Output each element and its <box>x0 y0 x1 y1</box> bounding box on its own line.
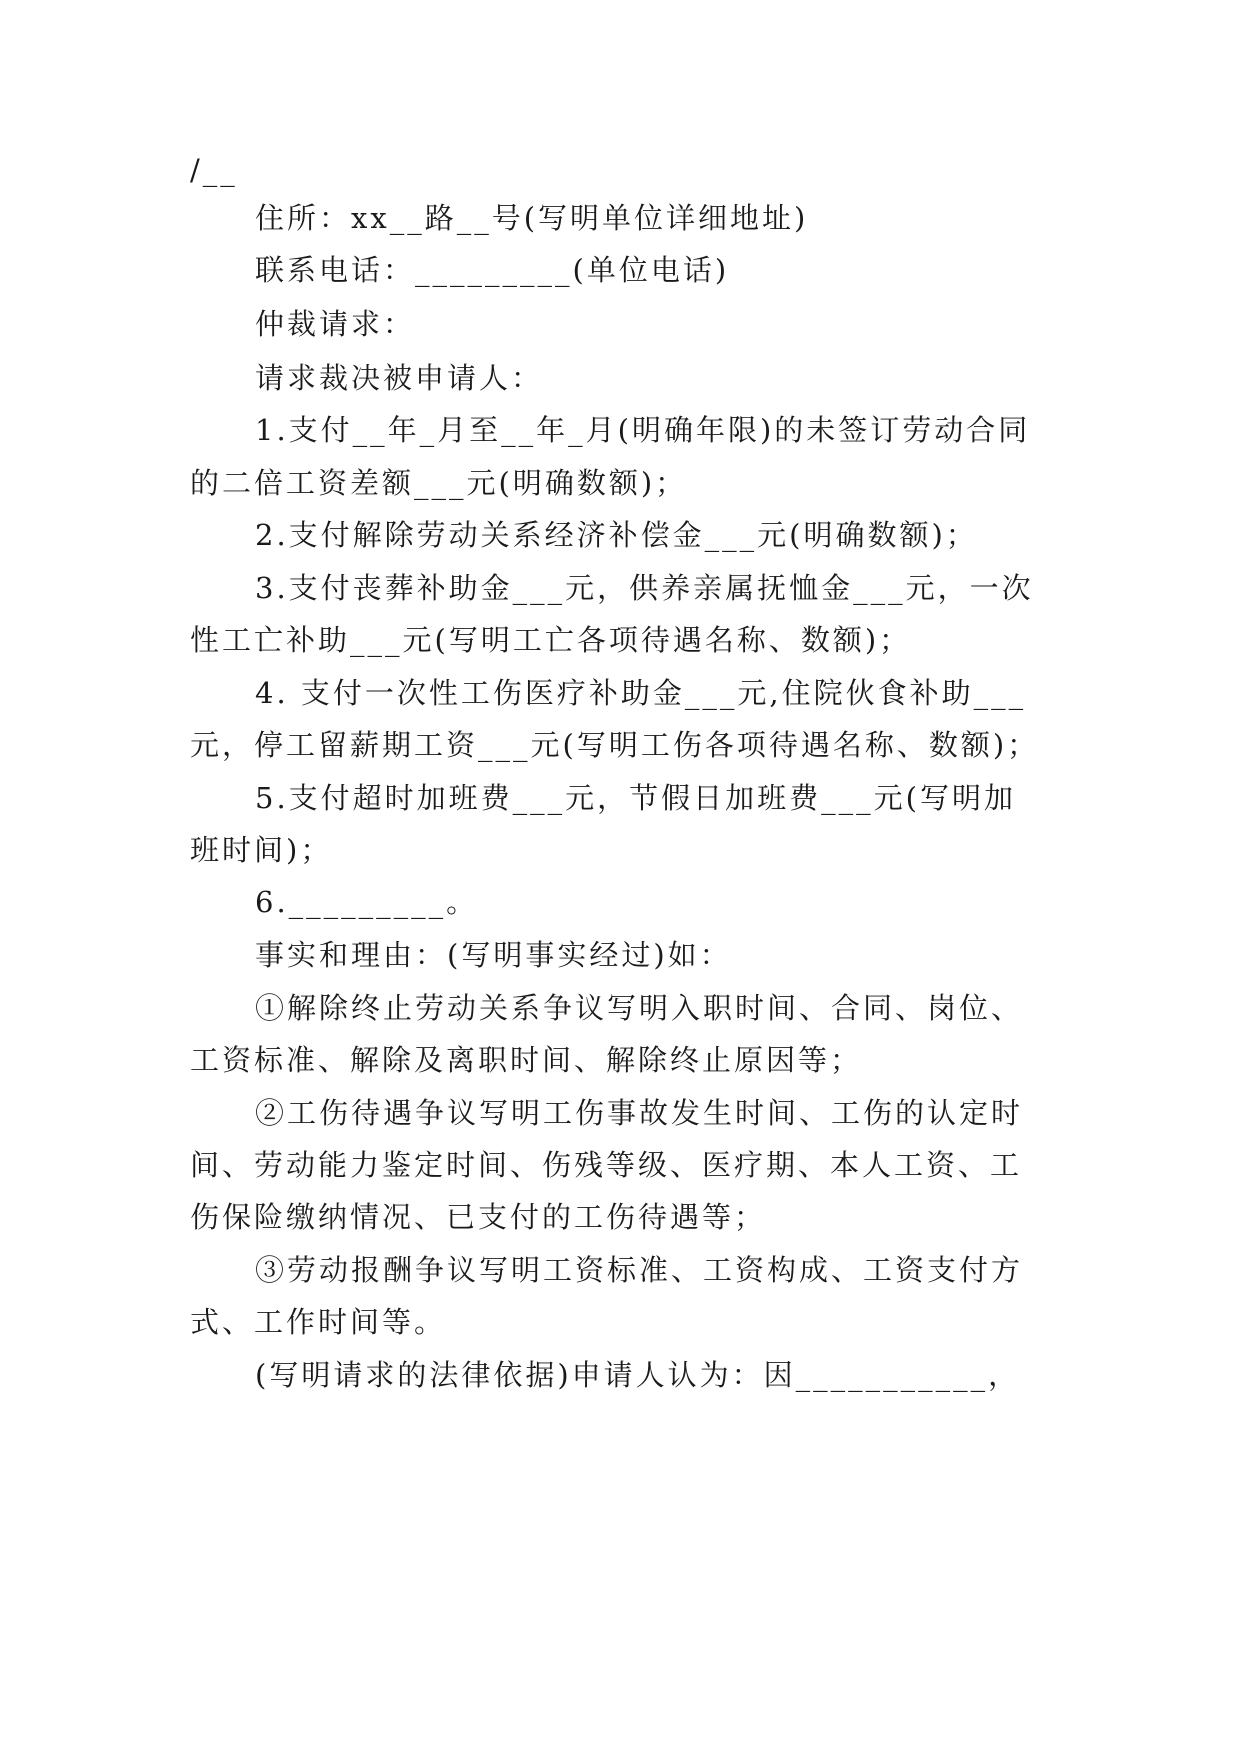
text-line-dispute-2-cont: 间、劳动能力鉴定时间、伤残等级、医疗期、本人工资、工 <box>190 1148 1023 1182</box>
text-line-dispute-2-cont-2: 伤保险缴纳情况、已支付的工伤待遇等； <box>190 1200 767 1234</box>
text-line-fragment: /__ <box>190 153 238 187</box>
text-line-item-1: 1.支付__年_月至__年_月(明确年限)的未签订劳动合同 <box>255 413 1031 447</box>
heading-arbitration-request: 仲裁请求： <box>255 307 416 341</box>
text-line-item-3-cont: 性工亡补助___元(写明工亡各项待遇名称、数额)； <box>190 623 912 657</box>
text-line-item-1-cont: 的二倍工资差额___元(明确数额)； <box>190 466 688 500</box>
text-line-item-5-cont: 班时间)； <box>190 833 333 867</box>
text-line-dispute-3: ③劳动报酬争议写明工资标准、工资构成、工资支付方 <box>255 1253 1024 1287</box>
text-line-phone: 联系电话：_________(单位电话) <box>255 253 730 287</box>
text-line-dispute-1: ①解除终止劳动关系争议写明入职时间、合同、岗位、 <box>255 991 1024 1025</box>
text-line-dispute-2: ②工伤待遇争议写明工伤事故发生时间、工伤的认定时 <box>255 1096 1024 1130</box>
text-line-dispute-3-cont: 式、工作时间等。 <box>190 1305 447 1339</box>
text-line-item-3: 3.支付丧葬补助金___元，供养亲属抚恤金___元，一次 <box>255 571 1034 605</box>
text-line-item-5: 5.支付超时加班费___元，节假日加班费___元(写明加 <box>255 781 1016 815</box>
text-line-legal-basis: (写明请求的法律依据)申请人认为：因___________， <box>255 1358 1021 1392</box>
text-line-item-4: 4. 支付一次性工伤医疗补助金___元,住院伙食补助___ <box>255 676 1027 710</box>
text-line-item-6: 6._________。 <box>255 885 479 919</box>
text-line-request-intro: 请求裁决被申请人： <box>255 361 544 395</box>
heading-facts-and-reasons: 事实和理由：(写明事实经过)如： <box>255 938 732 972</box>
text-line-address: 住所：xx__路__号(写明单位详细地址) <box>255 201 809 235</box>
text-line-dispute-1-cont: 工资标准、解除及离职时间、解除终止原因等； <box>190 1043 863 1077</box>
text-line-item-4-cont: 元，停工留薪期工资___元(写明工伤各项待遇名称、数额)； <box>190 728 1040 762</box>
text-line-item-2: 2.支付解除劳动关系经济补偿金___元(明确数额)； <box>255 518 978 552</box>
